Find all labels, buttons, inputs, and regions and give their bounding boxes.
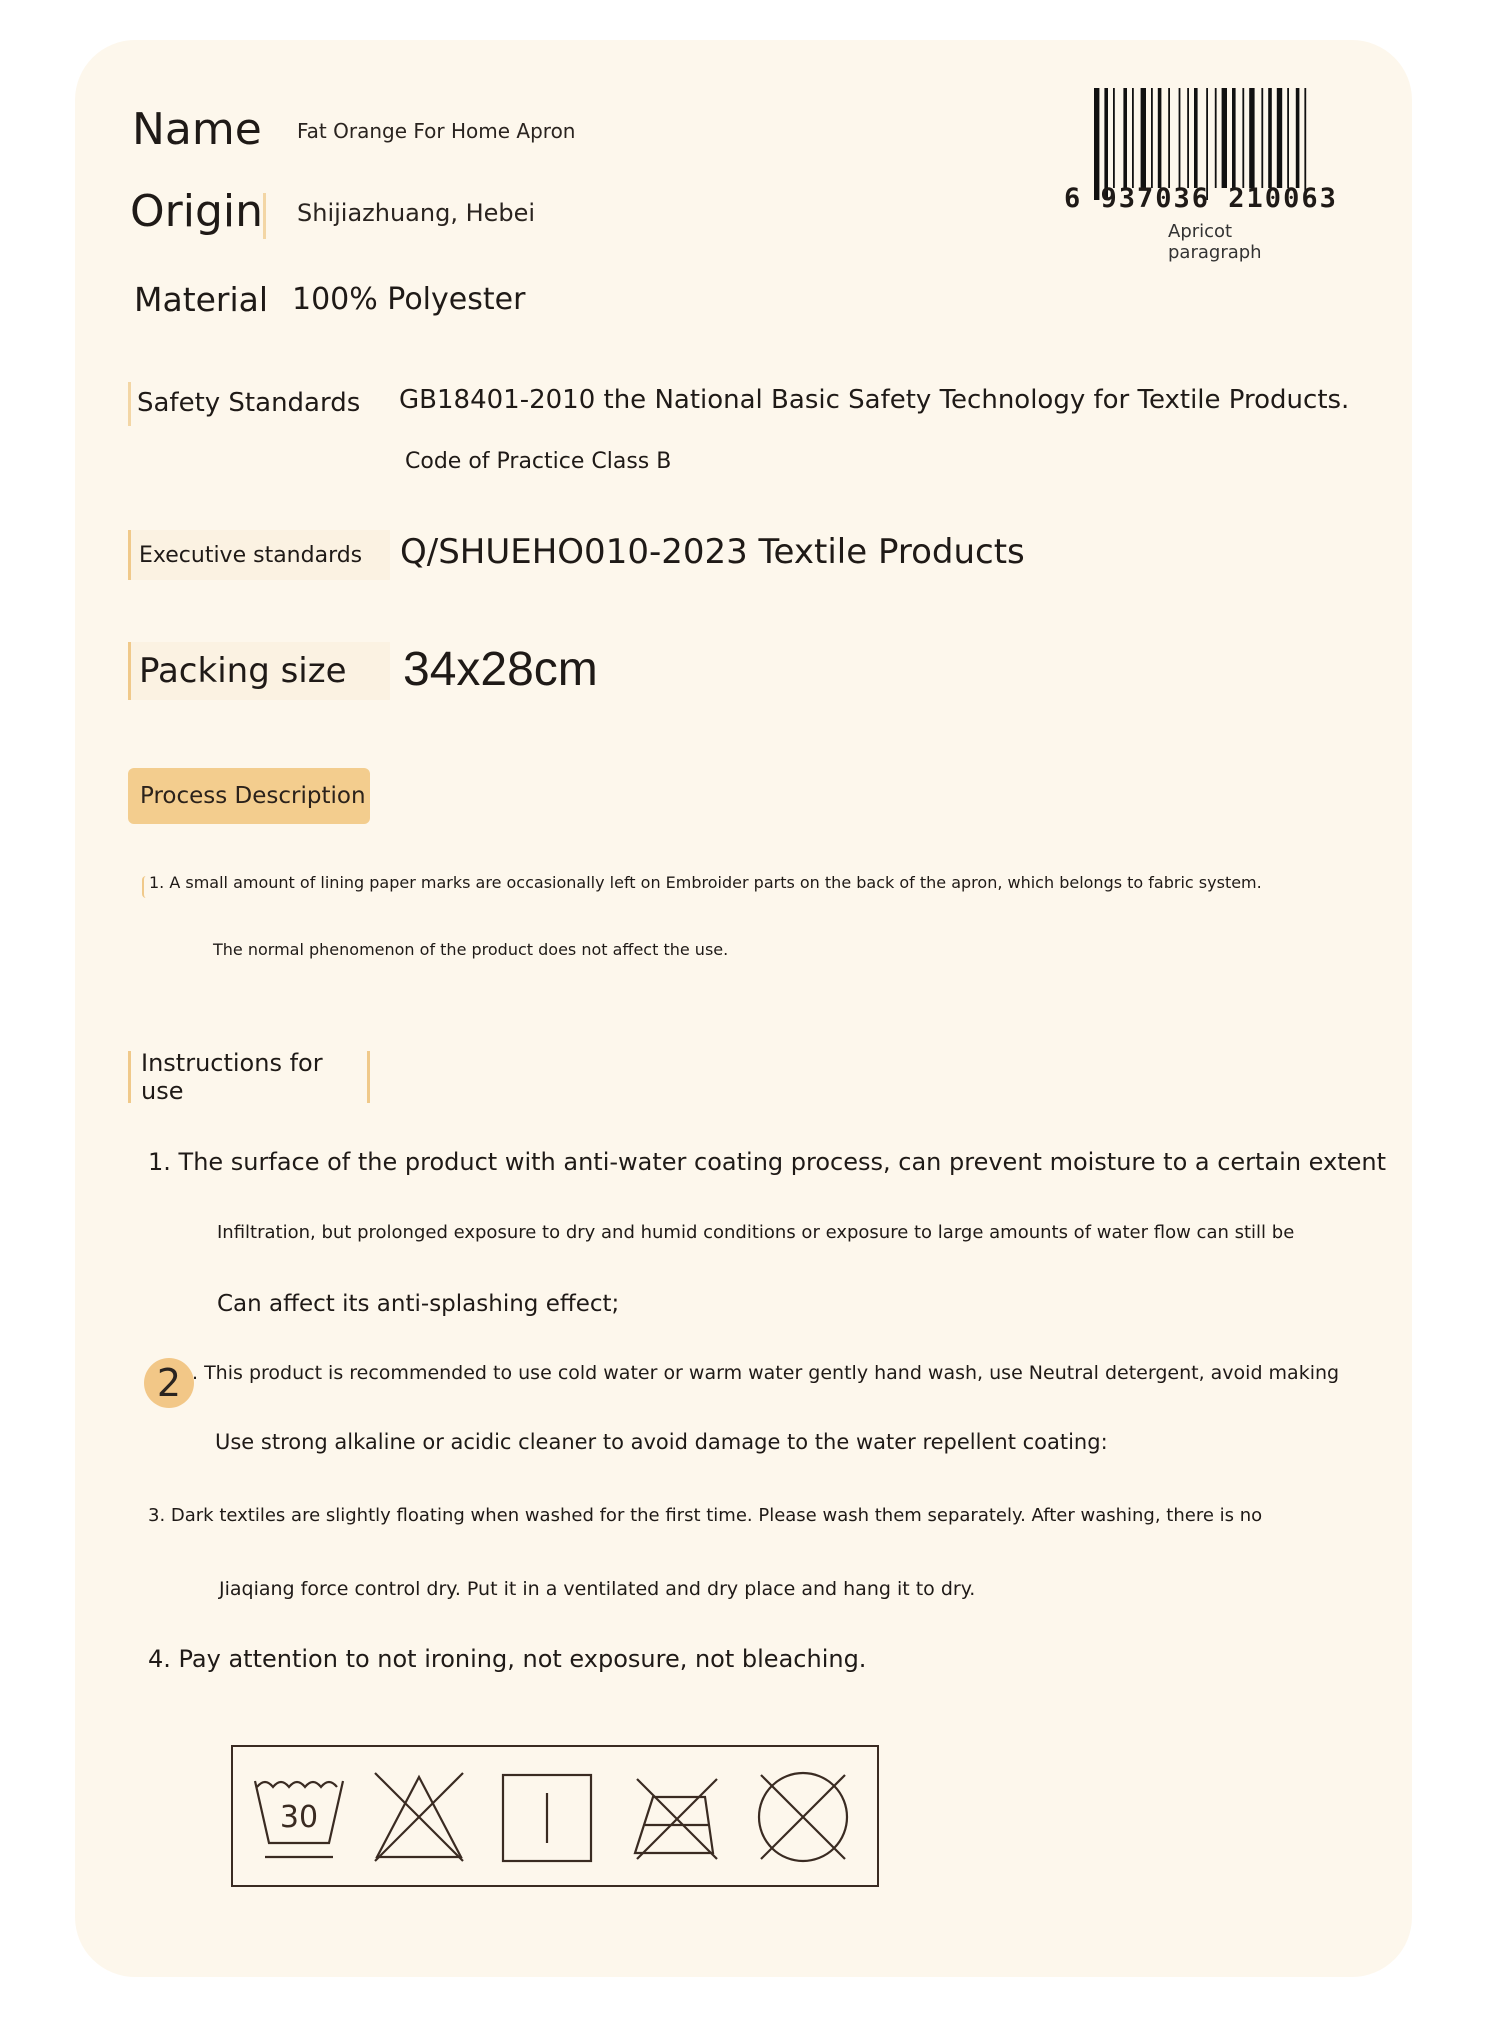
safety-label: Safety Standards [137, 388, 361, 418]
instruction-1-line2: Infiltration, but prolonged exposure to dry and humid conditions or exposure to large amounts of water flow can still be [217, 1222, 1295, 1243]
instruction-3-line1: 3. Dark textiles are slightly floating when washed for the first time. Please wash them separately. After washing, there is no [148, 1505, 1263, 1526]
barcode-caption-line1: Apricot [1168, 221, 1233, 242]
origin-label: Origin [130, 186, 263, 237]
instructions-heading: Instructions for use [128, 1051, 370, 1103]
safety-tick [128, 382, 131, 426]
product-label-card [75, 40, 1412, 1977]
executive-value: Q/SHUEHO010-2023 Textile Products [400, 532, 1025, 572]
line-dry-icon [499, 1771, 599, 1865]
packing-value: 34x28cm [403, 643, 598, 696]
instruction-2-line2: Use strong alkaline or acidic cleaner to avoid damage to the water repellent coating: [215, 1430, 1108, 1454]
safety-line1: GB18401-2010 the National Basic Safety Technology for Textile Products. [399, 385, 1350, 415]
name-value: Fat Orange For Home Apron [297, 119, 576, 143]
instruction-1-line3: Can affect its anti-splashing effect; [217, 1291, 620, 1317]
process-line2: The normal phenomenon of the product does not affect the use. [213, 940, 729, 959]
instruction-1-line1: 1. The surface of the product with anti-water coating process, can prevent moisture to a certain extent [148, 1148, 1387, 1176]
care-symbols-panel [231, 1745, 879, 1887]
origin-value: Shijiazhuang, Hebei [297, 199, 536, 227]
safety-line2: Code of Practice Class B [405, 449, 672, 474]
origin-divider [263, 193, 266, 239]
no-bleach-icon [369, 1769, 469, 1865]
material-value: 100% Polyester [292, 282, 526, 317]
instruction-2-line1: . This product is recommended to use cold water or warm water gently hand wash, use Neutral detergent, avoid making [192, 1362, 1340, 1384]
material-label: Material [134, 280, 269, 319]
process-line1: 1. A small amount of lining paper marks are occasionally left on Embroider parts on the back of the apron, which belongs to fabric system. [149, 873, 1262, 892]
no-iron-icon [627, 1769, 727, 1865]
instruction-4-line1: 4. Pay attention to not ironing, not exposure, not bleaching. [148, 1645, 867, 1673]
wash-30-icon [251, 1769, 351, 1865]
barcode-number: 6 937036 210063 [1064, 183, 1338, 214]
instruction-3-line2: Jiaqiang force control dry. Put it in a ventilated and dry place and hang it to dry. [219, 1578, 976, 1600]
executive-label: Executive standards [128, 530, 390, 580]
name-label: Name [132, 104, 262, 155]
no-dry-clean-icon [753, 1769, 853, 1865]
svg-text:30: 30 [279, 1800, 319, 1835]
instruction-2-number-badge: 2 [144, 1358, 194, 1408]
barcode-caption-line2: paragraph [1168, 242, 1262, 263]
packing-label: Packing size [128, 642, 390, 700]
process-heading: Process Description [128, 768, 370, 824]
